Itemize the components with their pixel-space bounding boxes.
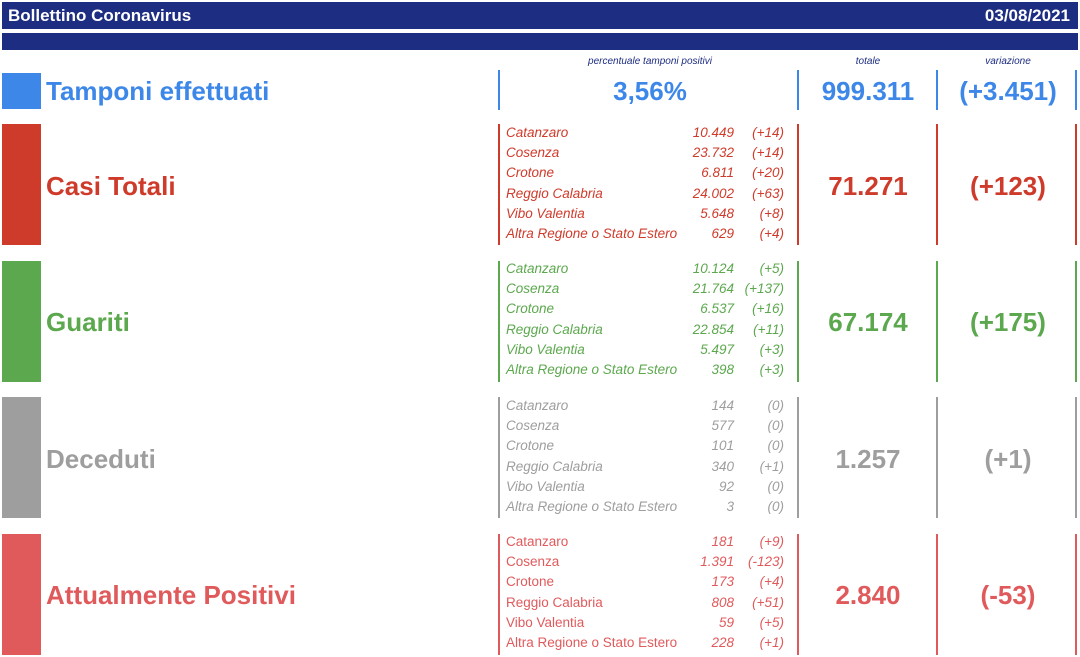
tamponi-color-swatch [2,73,41,109]
province-name: Catanzaro [506,534,569,549]
province-value: 6.811 [701,165,734,181]
province-name: Crotone [506,301,555,317]
province-delta: (+3) [759,341,784,357]
tamponi-positivity-value: 3,56% [613,76,687,106]
province-row [506,534,796,554]
province-delta: (+11) [753,321,784,337]
province-value: 808 [711,594,734,610]
deceduti-province-list [506,398,796,519]
province-name: Altra Regione o Stato Estero [506,225,678,241]
province-name: Vibo Valentia [506,478,585,494]
header-divider-bar [2,33,1078,50]
province-value: 92 [718,478,734,494]
province-row [506,418,796,438]
province-name: Reggio Calabria [506,458,603,474]
province-name: Catanzaro [506,398,569,413]
casi-province-list [506,125,796,246]
province-delta: (+63) [752,185,784,201]
casi-variation-value: (+123) [970,171,1046,201]
deceduti-divider-1 [498,397,500,518]
province-value: 5.648 [700,205,734,221]
bulletin-header [2,2,1078,29]
casi-divider-4 [1075,124,1077,245]
guariti-color-swatch [2,261,41,382]
province-row [506,301,796,321]
province-delta: (+3) [759,361,784,377]
province-delta: (0) [767,398,784,413]
bulletin-date: 03/08/2021 [984,5,1070,25]
bulletin-title: Bollettino Coronavirus [8,5,192,25]
province-name: Reggio Calabria [506,594,603,610]
positivi-color-swatch [2,534,41,655]
province-name: Altra Regione o Stato Estero [506,634,678,650]
province-name: Vibo Valentia [506,614,585,630]
province-name: Altra Regione o Stato Estero [506,498,678,514]
casi-color-swatch [2,124,41,245]
province-value: 59 [718,614,734,630]
positivi-province-list [506,534,796,655]
province-value: 398 [711,361,734,377]
province-delta: (+1) [759,634,784,650]
province-row [506,362,796,382]
province-row [506,438,796,458]
casi-title: Casi Totali [46,171,176,201]
province-name: Catanzaro [506,125,569,140]
province-name: Cosenza [506,145,560,161]
guariti-divider-4 [1075,261,1077,382]
column-header-positivity: percentuale tamponi positivi [588,56,712,67]
tamponi-total-value: 999.311 [821,76,915,106]
province-row [506,479,796,499]
positivi-divider-1 [498,534,500,655]
province-delta: (+8) [759,205,784,221]
province-delta: (+1) [759,458,784,474]
tamponi-divider-1 [498,70,500,110]
tamponi-divider-4 [1075,70,1077,110]
province-delta: (0) [767,498,784,514]
deceduti-color-swatch [2,397,41,518]
province-row [506,615,796,635]
province-value: 24.002 [692,185,734,201]
province-name: Crotone [506,574,555,590]
column-header-variation: variazione [985,56,1031,67]
province-value: 340 [711,458,734,474]
province-row [506,165,796,185]
province-delta: (+16) [752,301,784,317]
province-delta: (0) [767,478,784,494]
province-row [506,499,796,519]
deceduti-variation-value: (+1) [984,444,1032,474]
province-row [506,226,796,246]
province-delta: (+5) [759,261,784,276]
province-value: 629 [711,225,734,241]
province-name: Cosenza [506,554,560,570]
guariti-variation-value: (+175) [970,307,1046,337]
province-row [506,125,796,145]
casi-total-value: 71.271 [828,171,908,201]
province-name: Reggio Calabria [506,185,603,201]
province-row [506,186,796,206]
province-row [506,281,796,301]
province-delta: (+20) [752,165,784,181]
province-name: Cosenza [506,281,560,297]
province-delta: (+14) [752,125,784,140]
tamponi-variation-value: (+3.451) [959,76,1057,106]
province-name: Vibo Valentia [506,341,585,357]
province-value: 10.449 [692,125,734,140]
guariti-province-list [506,261,796,382]
province-value: 181 [711,534,734,549]
province-row [506,342,796,362]
province-name: Vibo Valentia [506,205,585,221]
guariti-divider-2 [797,261,799,382]
province-delta: (+14) [752,145,784,161]
province-row [506,261,796,281]
province-name: Reggio Calabria [506,321,603,337]
province-name: Catanzaro [506,261,569,276]
province-row [506,398,796,418]
province-value: 3 [726,498,734,514]
province-delta: (0) [767,438,784,454]
province-delta: (+51) [752,594,784,610]
casi-divider-1 [498,124,500,245]
positivi-divider-4 [1075,534,1077,655]
province-row [506,574,796,594]
province-name: Crotone [506,438,555,454]
positivi-divider-2 [797,534,799,655]
deceduti-title: Deceduti [46,444,156,474]
tamponi-divider-2 [797,70,799,110]
guariti-total-value: 67.174 [828,307,908,337]
province-delta: (+5) [759,614,784,630]
province-row [506,595,796,615]
province-row [506,635,796,655]
province-delta: (+4) [759,225,784,241]
tamponi-title: Tamponi effettuati [46,76,270,106]
province-name: Altra Regione o Stato Estero [506,361,678,377]
province-delta: (+9) [759,534,784,549]
province-value: 228 [711,634,734,650]
casi-divider-2 [797,124,799,245]
positivi-title: Attualmente Positivi [46,580,296,610]
province-value: 173 [711,574,734,590]
province-delta: (+137) [744,281,784,297]
province-row [506,145,796,165]
province-value: 144 [711,398,734,413]
province-value: 6.537 [700,301,734,317]
province-value: 1.391 [700,554,734,570]
province-name: Crotone [506,165,555,181]
deceduti-total-value: 1.257 [835,444,901,474]
positivi-variation-value: (-53) [980,580,1036,610]
province-value: 101 [711,438,734,454]
guariti-divider-1 [498,261,500,382]
column-header-total: totale [855,56,881,67]
province-row [506,322,796,342]
province-row [506,554,796,574]
guariti-title: Guariti [46,307,130,337]
province-value: 22.854 [692,321,734,337]
province-row [506,206,796,226]
positivi-total-value: 2.840 [835,580,901,610]
province-value: 577 [711,418,734,434]
deceduti-divider-2 [797,397,799,518]
province-name: Cosenza [506,418,560,434]
deceduti-divider-4 [1075,397,1077,518]
province-row [506,459,796,479]
province-value: 10.124 [692,261,734,276]
province-value: 23.732 [692,145,734,161]
province-value: 5.497 [700,341,734,357]
province-delta: (+4) [759,574,784,590]
province-delta: (-123) [747,554,784,570]
province-delta: (0) [767,418,784,434]
province-value: 21.764 [692,281,734,297]
